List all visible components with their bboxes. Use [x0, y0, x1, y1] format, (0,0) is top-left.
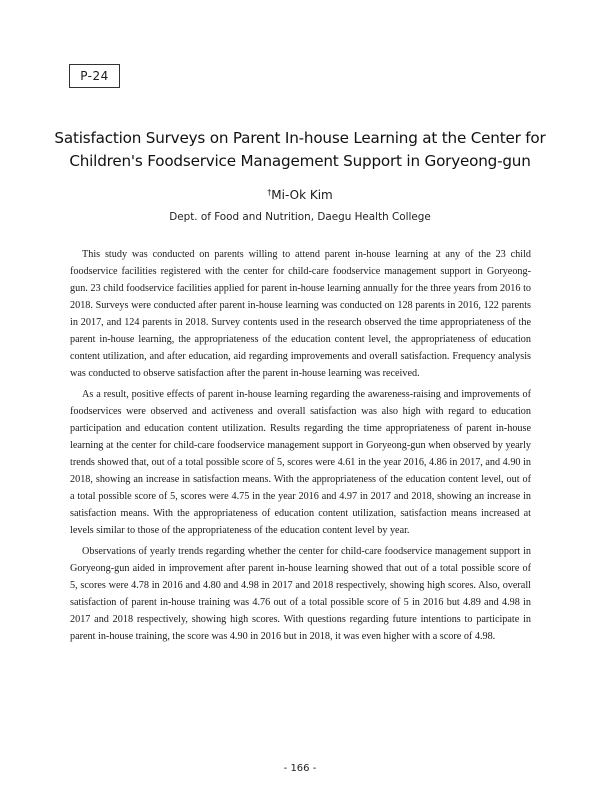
- corresponding-author-mark: †: [267, 188, 272, 197]
- title-line-2: Children's Foodservice Management Support in Goryeong-gun: [69, 152, 531, 170]
- title-line-1: Satisfaction Surveys on Parent In-house Learning at the Center for: [54, 129, 546, 147]
- paper-title: [40, 127, 560, 173]
- abstract-paragraph: As a result, positive effects of parent in-house learning regarding the awareness-raising and improvements of foodservices were observed and activeness and overall satisfaction was also high with regard to education participation and education content utilization. Results regarding the time appropriateness of parent in-house learning at the center for child-care foodservice management support in Goryeong-gun when observed by yearly trends showed that, out of a total possible score of 5, scores were 4.61 in the year 2016, 4.86 in 2017, and 4.90 in 2018, showing an increase in satisfaction means. With the appropriateness of the education content level, out of a total possible score of 5, scores were 4.75 in the year 2016 and 4.97 in 2017 and 2018, showing an increase in satisfaction means. With the appropriateness of education content utilization, satisfaction means increased at levels similar to those of the appropriateness of the education content level by year.: [70, 389, 531, 536]
- author-line: [0, 186, 600, 204]
- abstract-paragraph: Observations of yearly trends regarding whether the center for child-care foodservice management support in Goryeong-gun aided in improvement after parent in-house learning showed that out of a total possible score of 5, scores were 4.78 in 2016 and 4.80 and 4.98 in 2017 and 2018 respectively, showing high scores. Also, overall satisfaction of parent in-house training was 4.76 out of a total possible score of 5 in 2016 but 4.89 and 4.98 in 2017 and 2018 respectively, showing high scores. With questions regarding future intentions to participate in parent in-house training, the score was 4.90 in 2016 but in 2018, it was even higher with a score of 4.98.: [70, 546, 531, 642]
- author-affiliation: Dept. of Food and Nutrition, Daegu Health College: [169, 211, 431, 223]
- page-number: - 166 -: [283, 763, 317, 774]
- abstract-body: [70, 246, 531, 649]
- author-name: Mi-Ok Kim: [271, 188, 333, 202]
- abstract-paragraph: This study was conducted on parents willing to attend parent in-house learning at any of the 23 child foodservice facilities registered with the center for child-care foodservice management support in Goryeong-gun. 23 child foodservice facilities applied for parent in-house learning annually for the three years from 2016 to 2018. Surveys were conducted after parent in-house learning was conducted on 128 parents in 2016, 122 parents in 2017, and 124 parents in 2018. Survey contents used in the research observed the time appropriateness of the parent in-house learning, the appropriateness of the education content level, the appropriateness of education content utilization, and after education, aid regarding improvements and overall satisfaction. Frequency analysis was conducted to observe satisfaction after the parent in-house learning was received.: [70, 249, 531, 379]
- poster-number-badge: P-24: [69, 64, 120, 88]
